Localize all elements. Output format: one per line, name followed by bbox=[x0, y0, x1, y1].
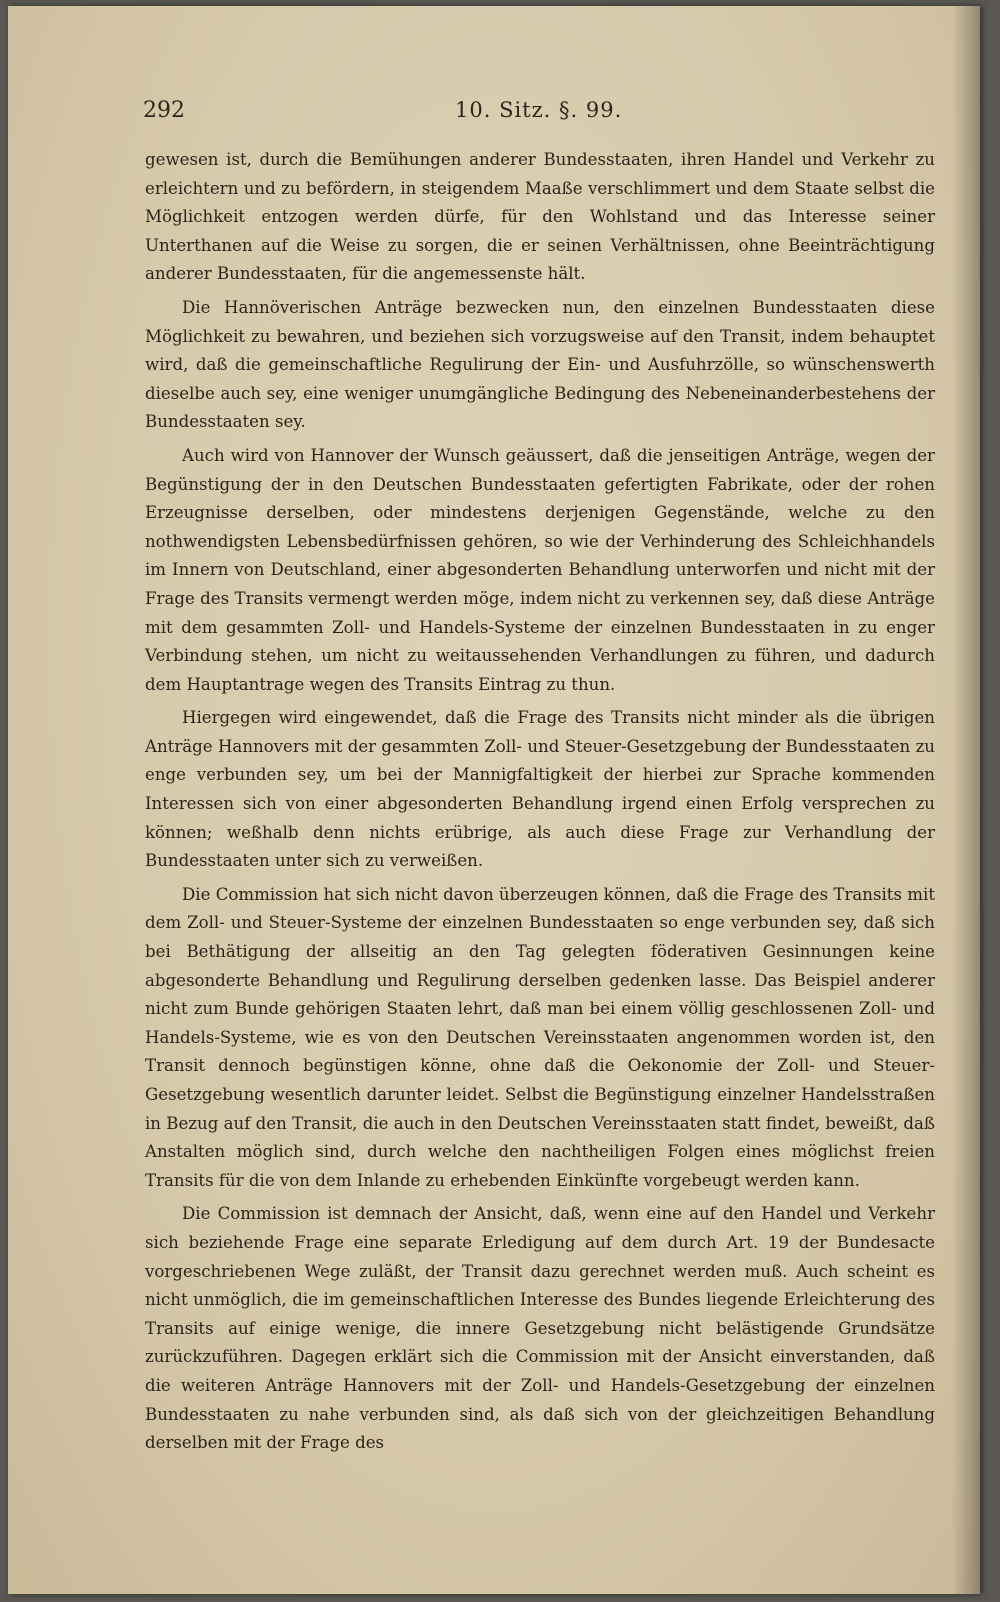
page-number: 292 bbox=[143, 98, 185, 123]
paragraph: Die Hannöverischen Anträge bezwecken nun, den einzelnen Bundesstaaten diese Möglichkeit zu bewahren, und beziehen sich vorzugsweise auf den Transit, indem behauptet wird, daß die gemeinschaftliche Regulirung der Ein- und Ausfuhrzölle, so wünschenswerth dieselbe auch sey, eine weniger unumgängliche Bedingung des Nebeneinanderbestehens der Bundesstaaten sey. bbox=[145, 297, 935, 432]
paragraph: gewesen ist, durch die Bemühungen anderer Bundesstaaten, ihren Handel und Verkehr zu erleichtern und zu befördern, in steigendem Maaße verschlimmert und dem Staate selbst die Möglichkeit entzogen werden dürfe, für den Wohlstand und das Interesse seiner Unterthanen auf die Weise zu sorgen, die er seinen Verhältnissen, ohne Beeinträchtigung anderer Bundesstaaten, für die angemessenste hält. bbox=[145, 150, 935, 284]
document-page bbox=[8, 6, 980, 1594]
paragraph: Die Commission hat sich nicht davon überzeugen können, daß die Frage des Transits mit dem Zoll- und Steuer-Systeme der einzelnen Bundesstaaten so enge verbunden sey, daß sich bei Bethätigung der allseitig an den Tag gelegten föderativen Gesinnungen keine abgesonderte Behandlung und Regulirung derselben gedenken lasse. Das Beispiel anderer nicht zum Bunde gehörigen Staaten lehrt, daß man bei einem völlig geschlossenen Zoll- und Handels-Systeme, wie es von den Deutschen Vereinsstaaten angenommen worden ist, den Transit dennoch begünstigen könne, ohne daß die Oekonomie der Zoll- und Steuer-Gesetzgebung wesentlich darunter leidet. Selbst die Begünstigung einzelner Handelsstraßen in Bezug auf den Transit, die auch in den Deutschen Vereinsstaaten statt findet, beweißt, daß Anstalten möglich sind, durch welche den nachtheiligen Folgen eines möglichst freien Transits für die von dem Inlande zu erhebenden Einkünfte vorgebeugt werden kann. bbox=[145, 884, 935, 1190]
paragraph: Die Commission ist demnach der Ansicht, daß, wenn eine auf den Handel und Verkehr sich beziehende Frage eine separate Erledigung auf dem durch Art. 19 der Bundesacte vorgeschriebenen Wege zuläßt, der Transit dazu gerechnet werden muß. Auch scheint es nicht unmöglich, die im gemeinschaftlichen Interesse des Bundes liegende Erleichterung des Transits auf einige wenige, die innere Gesetzgebung nicht belästigende Grundsätze zurückzuführen. Dagegen erklärt sich die Commission mit der Ansicht einverstanden, daß die weiteren Anträge Hannovers mit der Zoll- und Handels-Gesetzgebung der einzelnen Bundesstaaten zu nahe verbunden sind, als daß sich von der gleichzeitigen Behandlung derselben mit der Frage des bbox=[145, 1204, 935, 1453]
paragraph: Auch wird von Hannover der Wunsch geäussert, daß die jenseitigen Anträge, wegen der Begünstigung der in den Deutschen Bundesstaaten gefertigten Fabrikate, oder der rohen Erzeugnisse derselben, oder mindestens derjenigen Gegenstände, welche zu den nothwendigsten Lebensbedürfnissen gehören, so wie der Verhinderung des Schleichhandels im Innern von Deutschland, einer abgesonderten Behandlung unterworfen und nicht mit der Frage des Transits vermengt werden möge, indem nicht zu verkennen sey, daß diese Anträge mit dem gesammten Zoll- und Handels-Systeme der einzelnen Bundesstaaten in zu enger Verbindung stehen, um nicht zu weitaussehenden Verhandlungen zu führen, und dadurch dem Hauptantrage wegen des Transits Eintrag zu thun. bbox=[145, 445, 935, 694]
running-head: 10. Sitz. §. 99. bbox=[455, 98, 623, 122]
body-text bbox=[145, 146, 935, 1458]
paragraph: Hiergegen wird eingewendet, daß die Frage des Transits nicht minder als die übrigen Anträge Hannovers mit der gesammten Zoll- und Steuer-Gesetzgebung der Bundesstaaten zu enge verbunden sey, um bei der Mannigfaltigkeit der hierbei zur Sprache kommenden Interessen sich von einer abgesonderten Behandlung irgend einen Erfolg versprechen zu können; weßhalb denn nichts erübrige, als auch diese Frage zur Verhandlung der Bundesstaaten unter sich zu verweißen. bbox=[145, 708, 935, 871]
page-edge-shadow bbox=[952, 6, 980, 1594]
page-header bbox=[143, 98, 933, 128]
